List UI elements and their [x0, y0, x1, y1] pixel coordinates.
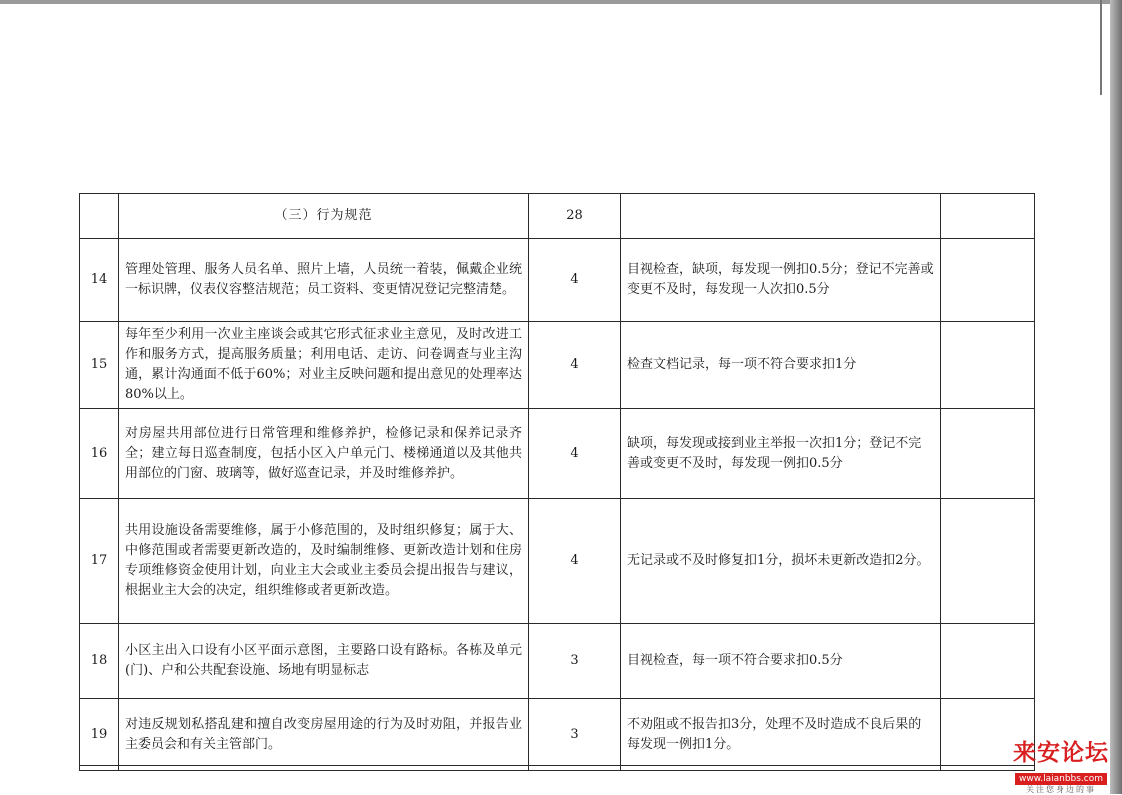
row-number: 16	[80, 409, 119, 499]
row-score: 3	[529, 624, 621, 699]
row-remark	[941, 409, 1035, 499]
row-score: 3	[529, 699, 621, 771]
scan-line	[1100, 0, 1102, 95]
row-number: 14	[80, 239, 119, 322]
row-method: 目视检查，缺项，每发现一例扣0.5分；登记不完善或变更不及时，每发现一人次扣0.5分	[621, 239, 941, 322]
row-number: 19	[80, 699, 119, 771]
assessment-table	[79, 193, 1035, 771]
row-score: 4	[529, 239, 621, 322]
row-method: 无记录或不及时修复扣1分，损坏未更新改造扣2分。	[621, 499, 941, 624]
section-remark-cell	[941, 194, 1035, 239]
row-score: 4	[529, 409, 621, 499]
table-row	[80, 322, 1035, 409]
site-watermark	[1004, 740, 1118, 794]
watermark-url: www.laianbbs.com	[1015, 773, 1107, 785]
row-method: 不劝阻或不报告扣3分，处理不及时造成不良后果的每发现一例扣1分。	[621, 699, 941, 771]
section-num-cell	[80, 194, 119, 239]
section-header-row	[80, 194, 1035, 239]
table-row	[80, 699, 1035, 771]
row-remark	[941, 239, 1035, 322]
row-content: 对违反规划私搭乱建和擅自改变房屋用途的行为及时劝阻，并报告业主委员会和有关主管部门。	[119, 699, 529, 771]
row-content: 小区主出入口设有小区平面示意图，主要路口设有路标。各栋及单元(门)、户和公共配套设施、场地有明显标志	[119, 624, 529, 699]
row-number: 17	[80, 499, 119, 624]
row-method: 缺项，每发现或接到业主举报一次扣1分；登记不完善或变更不及时，每发现一例扣0.5分	[621, 409, 941, 499]
row-remark	[941, 322, 1035, 409]
table-row	[80, 624, 1035, 699]
row-content: 对房屋共用部位进行日常管理和维修养护，检修记录和保养记录齐全；建立每日巡查制度，包括小区入户单元门、楼梯通道以及其他共用部位的门窗、玻璃等，做好巡查记录，并及时维修养护。	[119, 409, 529, 499]
row-remark	[941, 499, 1035, 624]
row-score: 4	[529, 322, 621, 409]
row-method: 目视检查，每一项不符合要求扣0.5分	[621, 624, 941, 699]
scan-edge-right	[1110, 0, 1122, 794]
row-number: 18	[80, 624, 119, 699]
table-row	[80, 409, 1035, 499]
row-number: 15	[80, 322, 119, 409]
row-method: 检查文档记录，每一项不符合要求扣1分	[621, 322, 941, 409]
row-content: 管理处管理、服务人员名单、照片上墙，人员统一着装，佩戴企业统一标识牌，仪表仪容整洁规范；员工资料、变更情况登记完整清楚。	[119, 239, 529, 322]
bottom-rule	[79, 765, 1034, 766]
scan-edge-top	[0, 0, 1110, 4]
section-method-cell	[621, 194, 941, 239]
row-remark	[941, 624, 1035, 699]
row-content: 每年至少利用一次业主座谈会或其它形式征求业主意见，及时改进工作和服务方式，提高服务质量；利用电话、走访、问卷调查与业主沟通，累计沟通面不低于60%；对业主反映问题和提出意见的处理率达80%以上。	[119, 322, 529, 409]
table-row	[80, 499, 1035, 624]
section-score: 28	[529, 194, 621, 239]
row-score: 4	[529, 499, 621, 624]
watermark-slogan: 关注您身边的事	[1026, 785, 1096, 794]
watermark-logo: 来安论坛	[1013, 740, 1109, 766]
row-content: 共用设施设备需要维修，属于小修范围的，及时组织修复；属于大、中修范围或者需要更新改造的，及时编制维修、更新改造计划和住房专项维修资金使用计划，向业主大会或业主委员会提出报告与建议，根据业主大会的决定，组织维修或者更新改造。	[119, 499, 529, 624]
section-title: （三）行为规范	[119, 194, 529, 239]
table-row	[80, 239, 1035, 322]
